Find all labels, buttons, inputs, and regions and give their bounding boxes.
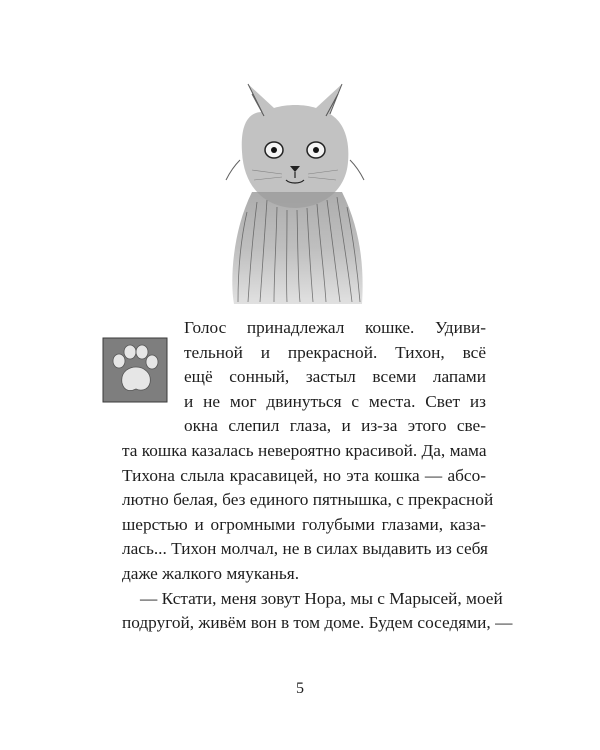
text-line: и не мог двинуться с места. Свет из (184, 391, 486, 411)
text-line: Голос принадлежал кошке. Удиви- (184, 318, 486, 337)
text-line: лась... Тихон молчал, не в силах выдавить из себя (122, 539, 488, 559)
text-line: Тихона слыла красавицей, но эта кошка — абсо- (122, 465, 486, 485)
text-line: ещё сонный, застыл всеми лапами (184, 367, 486, 387)
text-line: — Кстати, меня зовут Нора, мы с Марысей, моей (140, 588, 503, 608)
text-line: та кошка казалась невероятно красивой. Да, мама (122, 440, 487, 460)
text-line: окна слепил глаза, и из-за этого све- (184, 416, 486, 436)
text-line: тельной и прекрасной. Тихон, всё (184, 342, 486, 362)
text-line: шерстью и огромными голубыми глазами, каза- (122, 514, 486, 534)
page-number: 5 (296, 680, 304, 697)
body-text (122, 316, 513, 636)
text-line: лютно белая, без единого пятнышка, с прекрасной (122, 490, 494, 510)
text-line: даже жалкого мяуканья. (122, 563, 300, 583)
cat-sketch-icon (212, 82, 378, 304)
text-line: подругой, живём вон в том доме. Будем соседями, — (122, 613, 513, 633)
